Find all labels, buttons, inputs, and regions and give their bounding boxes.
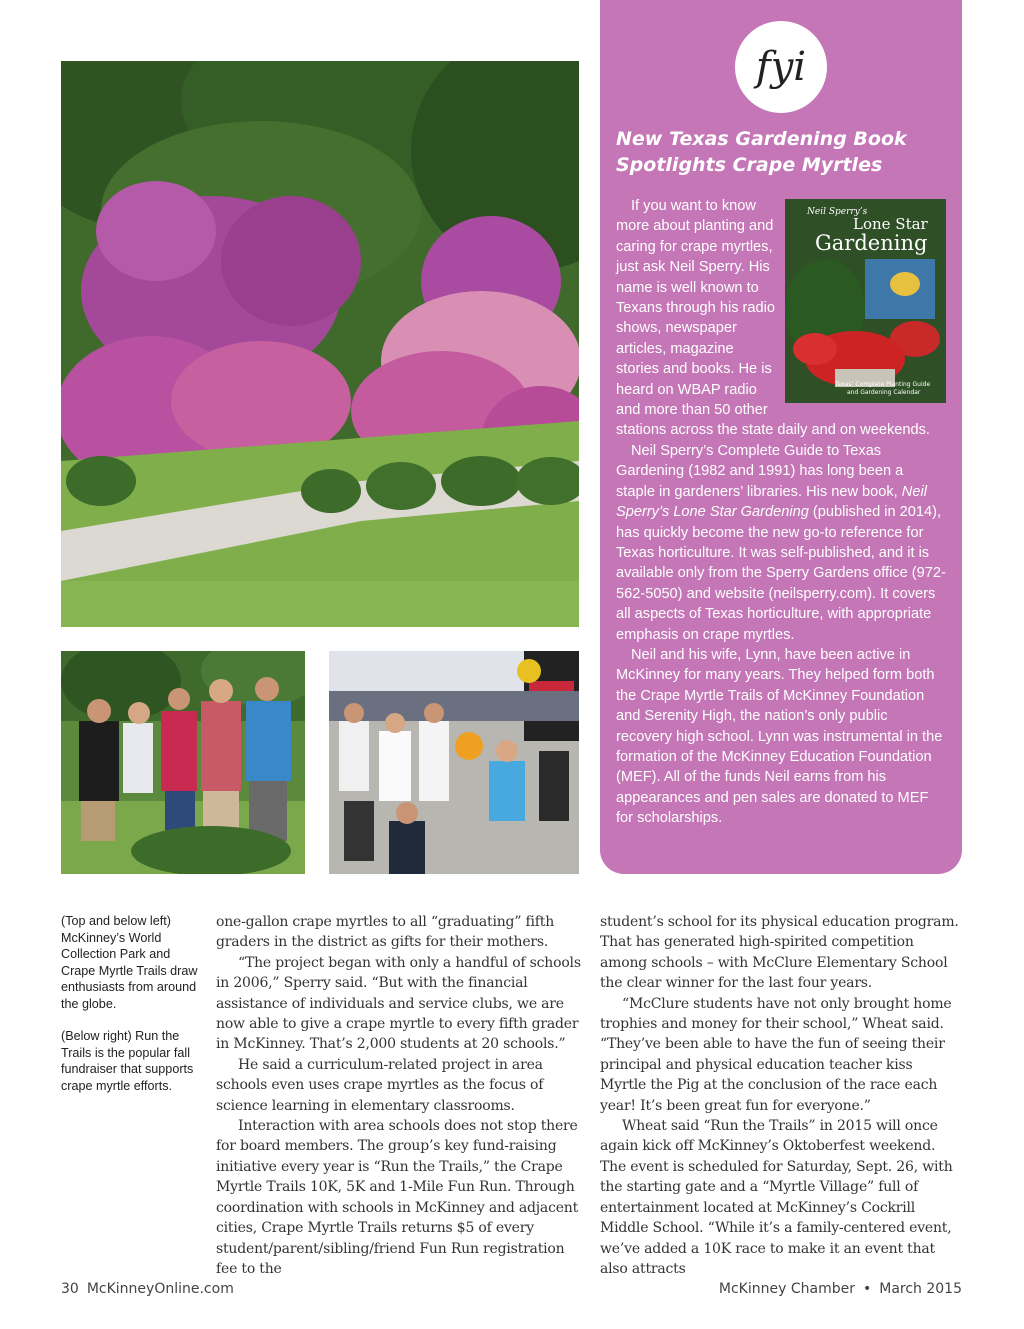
article-paragraph: Wheat said “Run the Trails” in 2015 will once again kick off McKinney’s Oktoberfest weekend. The event is scheduled for Saturday, Sept. 26, with the starting gate and a “Myrtle Village” full of entertainment located at McKinney’s Cockrill Middle School. “While it’s a family-centered event, we’ve added a 10K race to make it an event that also attracts <box>600 1118 953 1277</box>
book-subtitle-2: and Gardening Calendar <box>847 389 921 396</box>
tour-group-photo <box>61 651 305 874</box>
caption-paragraph: (Top and below left) McKinney’s World Collection Park and Crape Myrtle Trails draw enthusiasts from around the globe. <box>61 914 198 1011</box>
fyi-badge: fyi <box>735 21 827 113</box>
page-number: 30 <box>61 1281 79 1297</box>
book-subtitle-1: Texas’ Complete Planting Guide <box>835 381 931 388</box>
book-author: Neil Sperry’s <box>807 207 868 217</box>
book-title-2: Gardening <box>815 231 928 255</box>
photo-caption <box>61 913 201 1110</box>
footer-issue: March 2015 <box>879 1281 962 1297</box>
crape-myrtle-park-photo <box>61 61 579 627</box>
fyi-headline-line2: Spotlights Crape Myrtles <box>616 154 883 176</box>
article-column-right <box>600 912 962 1279</box>
book-title-1: Lone Star <box>853 215 928 233</box>
article-paragraph: student’s school for its physical education program. That has generated high-spirited competition among schools – with McClure Elementary School the clear winner for the last four years. <box>600 914 959 992</box>
fyi-headline-line1: New Texas Gardening Book <box>616 128 907 150</box>
book-cover-image <box>785 199 946 403</box>
article-column-middle <box>216 912 582 1279</box>
footer-publication: McKinney Chamber <box>718 1281 855 1297</box>
caption-paragraph: (Below right) Run the Trails is the popular fall fundraiser that supports crape myrtle efforts. <box>61 1029 194 1093</box>
fyi-paragraph: Neil and his wife, Lynn, have been active in McKinney for many years. They helped form both the Crape Myrtle Trails of McKinney Foundation and Serenity High, the nation’s only public recovery high school. Lynn was instrumental in the formation of the McKinney Education Foundation (MEF). All of the funds Neil earns from his appearances and pen sales are donated to MEF for scholarships. <box>616 646 943 827</box>
fyi-headline <box>616 126 946 178</box>
fyi-paragraph: Neil Sperry’s Complete Guide to Texas Gardening (1982 and 1991) has long been a staple in gardeners’ libraries. His new book, Neil Sperry’s Lone Star Gardening (published in 2014), has quickly become the new go-to reference for Texas horticulture. It was self-published, and it is available only from the Sperry Gardens office (972-562-5050) and website (neilsperry.com). It covers all aspects of Texas horticulture, with appropriate emphasis on crape myrtles. <box>616 442 946 643</box>
fyi-paragraph: If you want to know more about planting and caring for crape myrtles, just ask Neil Sperry. His name is well known to Texans through his radio shows, newspaper articles, magazine stories and books. He is heard on WBAP radio and more than 50 other stations across the state daily and on weekends. <box>616 198 930 439</box>
book-title-italic: Neil Sperry’s Lone Star Gardening <box>616 483 927 521</box>
fyi-body <box>616 196 946 829</box>
fyi-sidebar <box>600 0 962 874</box>
article-paragraph: one-gallon crape myrtles to all “graduating” fifth graders in the district as gifts for their mothers. <box>216 914 555 951</box>
article-paragraph: Interaction with area schools does not stop there for board members. The group’s key fund-raising initiative every year is “Run the Trails,” the Crape Myrtle Trails 10K, 5K and 1-Mile Fun Run. Through coordination with schools in McKinney and adjacent cities, Crape Myrtle Trails returns $5 of every student/parent/sibling/friend Fun Run registration fee to the <box>216 1118 579 1277</box>
article-paragraph: He said a curriculum-related project in area schools even uses crape myrtles as the focus of science learning in elementary classrooms. <box>216 1056 544 1114</box>
footer-right <box>719 1281 962 1297</box>
article-paragraph: “The project began with only a handful of schools in 2006,” Sperry said. “But with the financial assistance of individuals and service clubs, we are now able to give a crape myrtle to every fifth grader in McKinney. That’s 2,000 students at 20 schools.” <box>216 954 581 1053</box>
footer-left <box>61 1281 234 1297</box>
footer-site: McKinneyOnline.com <box>86 1281 234 1297</box>
article-paragraph: “McClure students have not only brought home trophies and money for their school,” Wheat said. “They’ve been able to have the fun of seeing their principal and physical education teacher kiss Myrtle the Pig at the conclusion of the race each year! It’s been great fun for everyone.” <box>600 995 952 1114</box>
fun-run-photo <box>329 651 579 874</box>
footer-separator: • <box>862 1281 872 1297</box>
